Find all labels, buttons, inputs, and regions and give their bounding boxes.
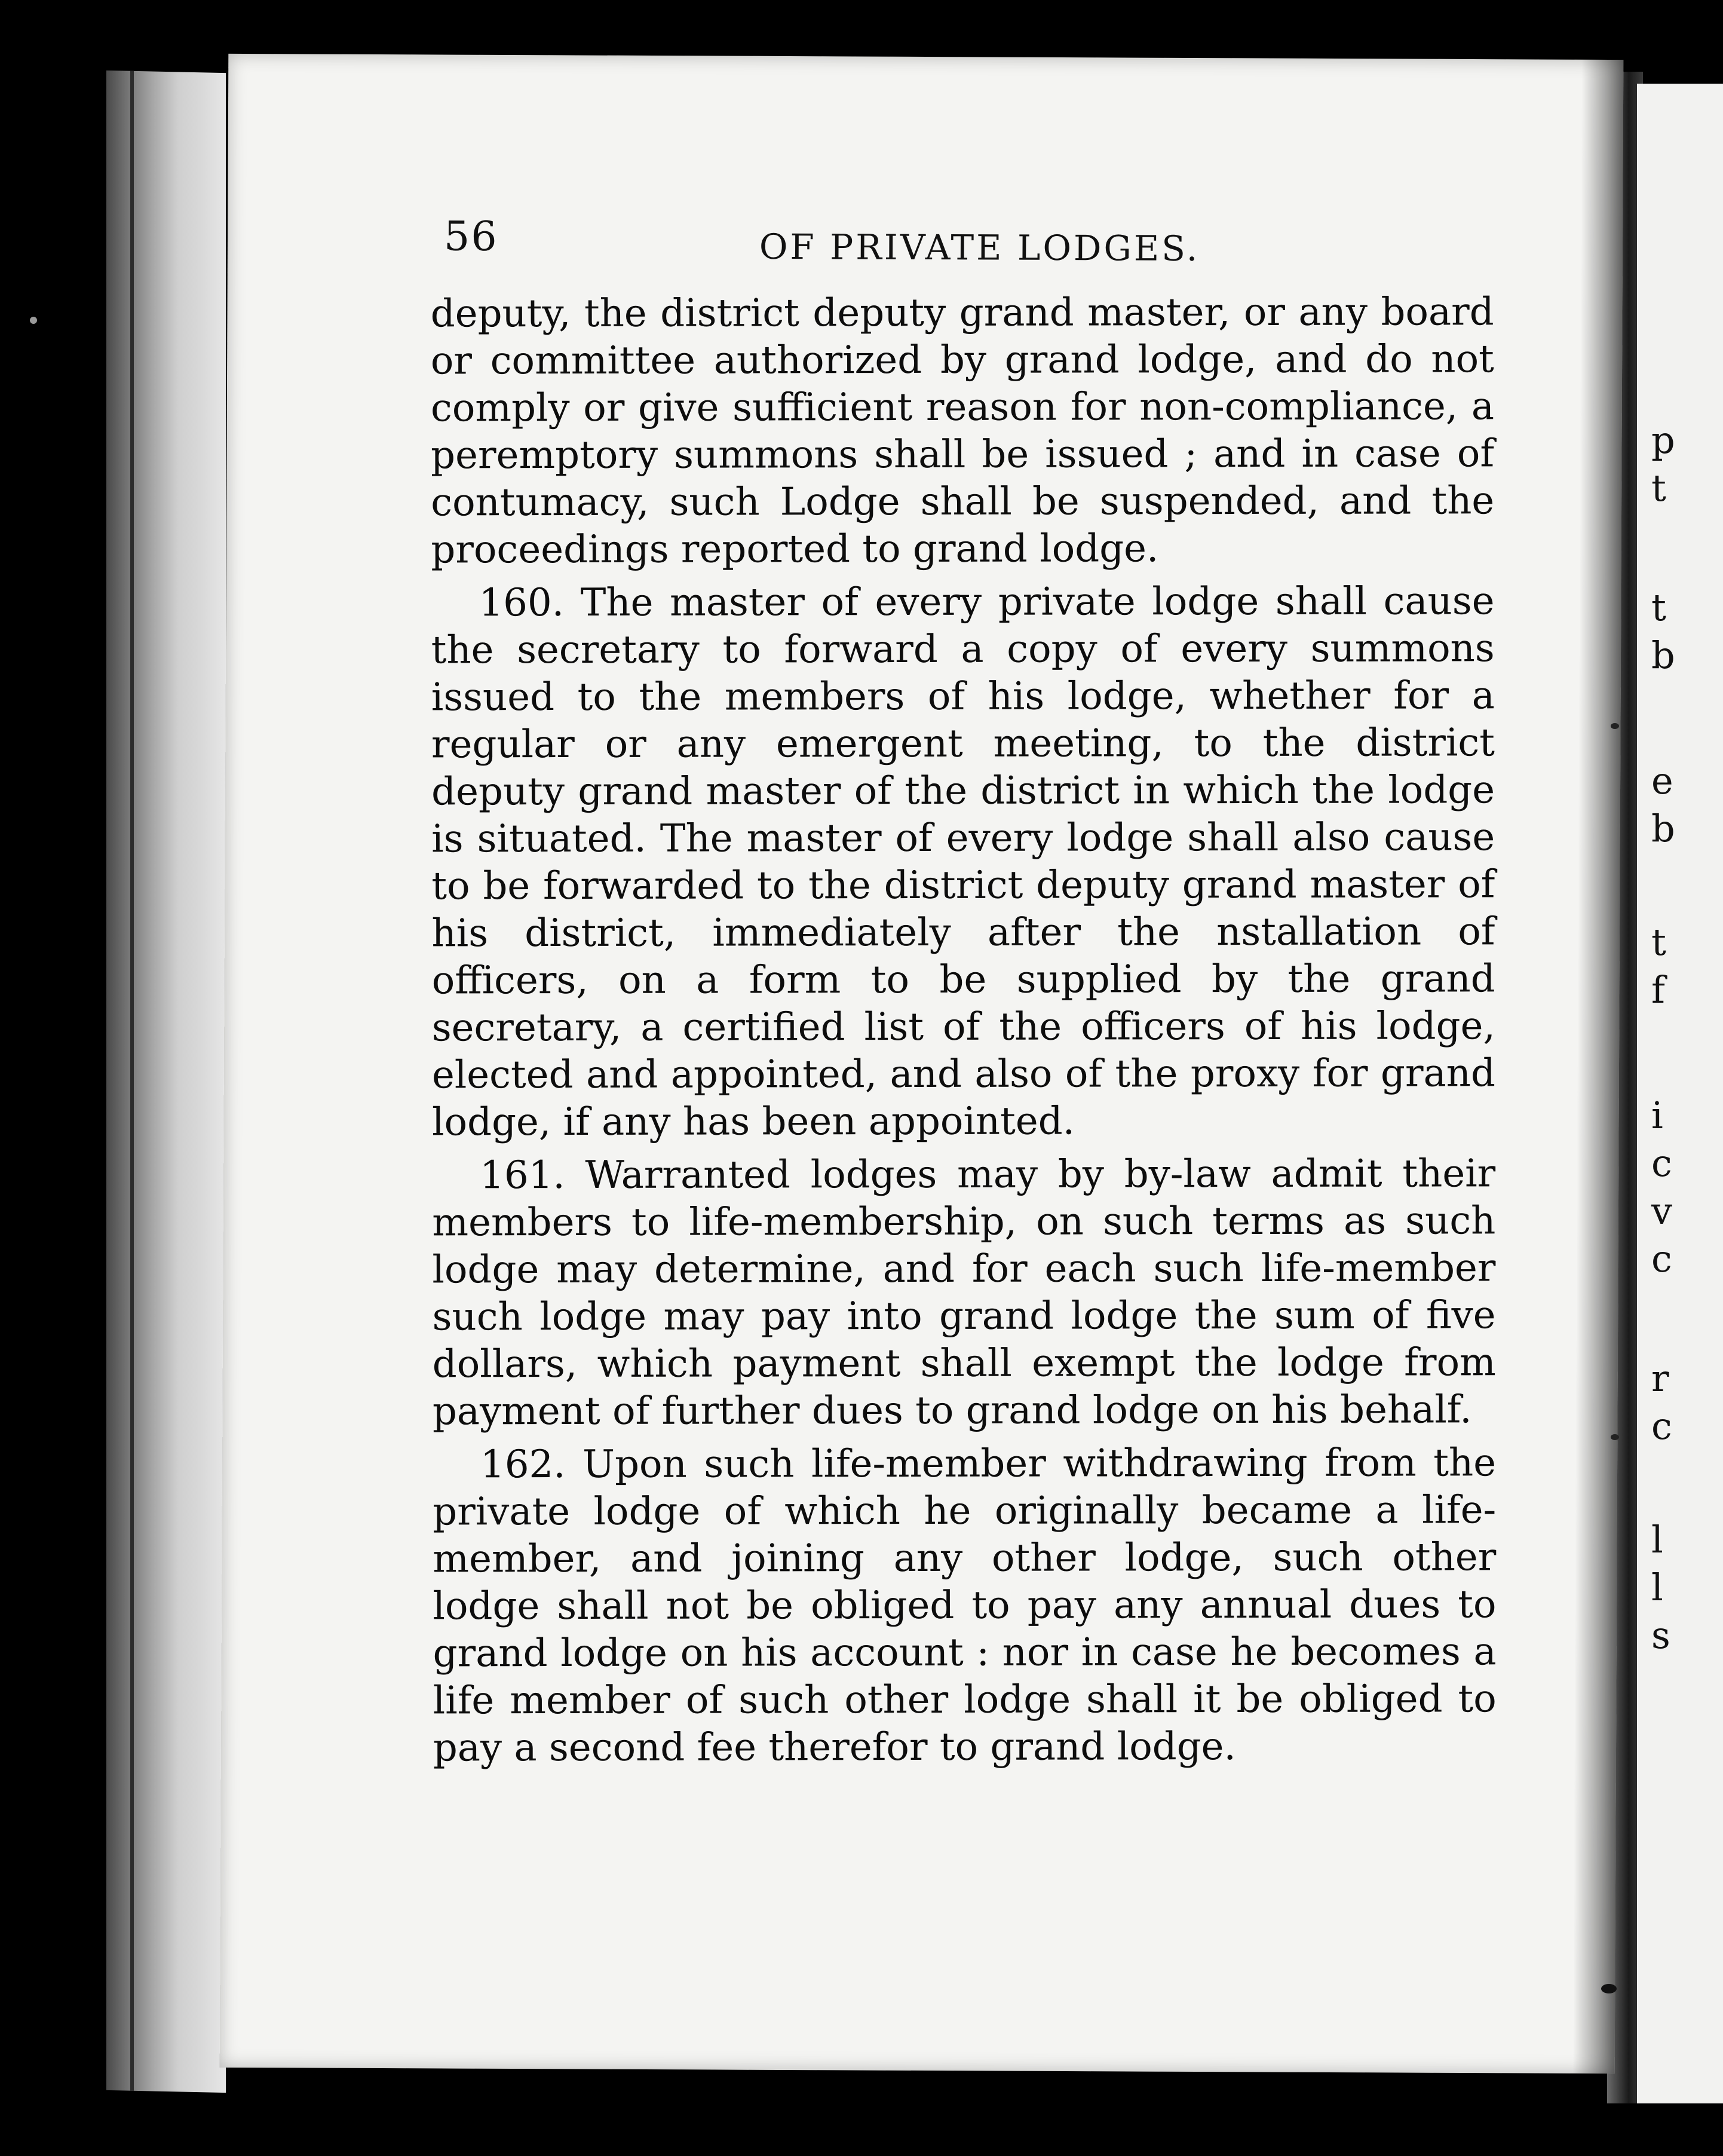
paragraph-text: Warranted lodges may by by-law admit their members to life-membership, on such terms as such lodge may determine, and for each such life-member such lodge may pay into grand lodge the sum of five dollars, which payment shall exempt the lodge from payment of further dues to grand lodge on his behalf. xyxy=(432,1152,1496,1434)
book-spine-edge xyxy=(106,71,226,2093)
facing-letter: s xyxy=(1651,1613,1670,1657)
facing-page-fragment xyxy=(1637,84,1723,2103)
page-header xyxy=(228,212,1623,278)
section-number: 162. xyxy=(480,1443,566,1487)
dust-speck xyxy=(1611,723,1619,729)
facing-letter: t xyxy=(1651,586,1666,629)
facing-letter: c xyxy=(1651,1404,1672,1448)
facing-letter: t xyxy=(1651,920,1666,964)
dust-speck xyxy=(1611,1434,1619,1440)
body-text xyxy=(431,289,1497,1772)
paragraph-text: deputy, the district deputy grand master, or any board or committee authorized by grand lodge, and do not comply or give sufficient reason for non-compliance, a peremptory summons shall be issued ; and in case of contumacy, such Lodge shall be suspended, and the proceedings reported to grand lodge. xyxy=(430,290,1495,572)
facing-letter: b xyxy=(1651,633,1675,677)
book-page xyxy=(220,54,1624,2074)
facing-letter: p xyxy=(1651,418,1675,462)
facing-letter: c xyxy=(1651,1141,1672,1185)
facing-letter: l xyxy=(1651,1566,1663,1609)
facing-letter: b xyxy=(1651,807,1675,850)
facing-letter: c xyxy=(1651,1237,1672,1281)
paragraph-continued xyxy=(431,289,1495,574)
facing-letter: l xyxy=(1651,1518,1663,1561)
facing-letter: t xyxy=(1651,466,1666,510)
dust-speck xyxy=(30,317,37,324)
paragraph-162 xyxy=(433,1440,1497,1772)
paragraph-161 xyxy=(432,1150,1496,1435)
paragraph-text: Upon such life-member withdrawing from the private lodge of which he originally became a life-member, and joining any other lodge, such other lodge shall not be obliged to pay any annual dues to grand lodge on his account : nor in case he becomes a life member of such other lodge shall it be obliged to pay a second fee therefor to grand lodge. xyxy=(433,1441,1497,1771)
facing-letter: v xyxy=(1651,1189,1673,1233)
section-number: 160. xyxy=(479,581,565,626)
paragraph-160 xyxy=(431,578,1495,1146)
facing-letter: i xyxy=(1651,1094,1663,1137)
paragraph-text: The master of every private lodge shall cause the secretary to forward a copy of every summons issued to the members of his lodge, whether for a regular or any emergent meeting, to the district deputy grand master of the district in which the lodge is situated. The master of every lodge shall also cause to be forwarded to the district deputy grand master of his district, immediately after the nstallation of officers, on a form to be supplied by the grand secretary, a certified list of the officers of his lodge, elected and appointed, and also of the proxy for grand lodge, if any has been appointed. xyxy=(431,579,1495,1145)
dust-speck xyxy=(1601,1984,1617,1993)
facing-letter: f xyxy=(1651,968,1665,1012)
running-title: OF PRIVATE LODGES. xyxy=(759,226,1200,270)
section-number: 161. xyxy=(480,1153,565,1198)
page-edge-shadow xyxy=(1573,60,1624,2074)
facing-letter: e xyxy=(1651,759,1673,803)
facing-letter: r xyxy=(1651,1356,1669,1400)
page-number: 56 xyxy=(443,213,498,261)
